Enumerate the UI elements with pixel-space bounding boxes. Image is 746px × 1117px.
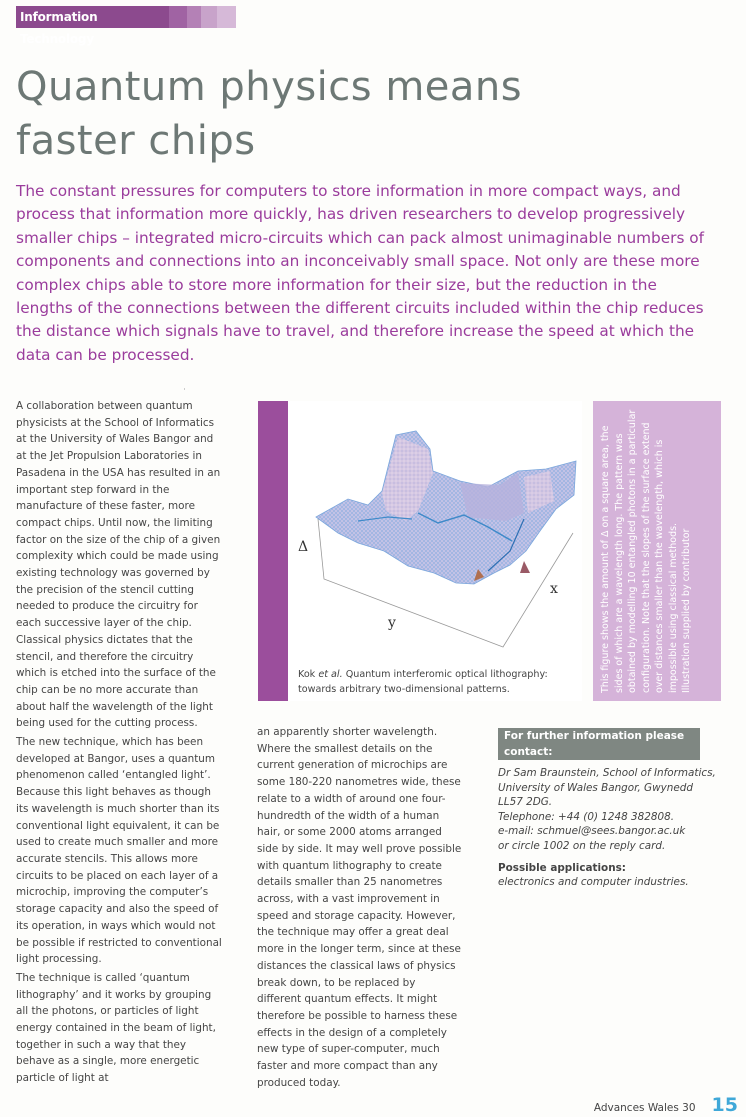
swatch [187,6,201,28]
axis-label-y: y [388,615,396,631]
swatch [201,6,217,28]
figure-sidebar [593,401,721,701]
contact-heading: For further information please contact: [498,728,700,760]
article-title [16,60,522,168]
possible-applications [498,861,738,889]
contact-email[interactable]: e-mail: schmuel@sees.bangor.ac.uk [498,825,686,837]
swatch [217,6,236,28]
section-tag [16,6,236,46]
page-number: 15 [711,1094,738,1116]
body-paragraph: an apparently shorter wavelength. Where the smallest details on the current generation of microchips are some 180-220 nanometres wide, these relate to a width of around one four-hundredth of the width of a human hair, or some 2000 atoms arranged side by side. It may well prove possible with quantum lithography to create details smaller than 25 nanometres across, with a vast improvement in speed and storage capacity. However, the technique may offer a great deal more in the longer term, since at these distances the classical laws of physics break down, to be replaced by different quantum effects. It might therefore be possible to harness these effects in the design of a completely new type of super-computer, much faster and more compact than any produced today. [257,726,462,1089]
surface-plot-illustration [288,401,582,661]
surface-ridge [460,473,524,521]
swatch [169,6,187,28]
peak-marker [520,561,530,573]
caption-author: Kok [298,669,316,680]
applications-value: electronics and computer industries. [498,876,689,888]
contact-line: or circle 1002 on the reply card. [498,839,666,852]
title-line-2: faster chips [16,118,256,164]
page-footer [594,1094,738,1116]
caption-line-2: towards arbitrary two-dimensional patterns. [298,684,510,695]
body-paragraph: The new technique, which has been developed at Bangor, uses a quantum phenomenon called ‘entangled light’. Because this light behaves as though its wavelength is much shorter than its conventional light equivalent, it can be used to create much smaller and more accurate stencils. This allows more circuits to be placed on each layer of a microchip, improving the computer’s storage capacity and also the speed of its operation, in ways which would not be possible if restricted to conventional light processing. [16,736,222,966]
applications-label: Possible applications: [498,862,626,874]
contact-details [498,766,738,853]
contact-line: Dr Sam Braunstein, School of Informatics, [498,767,716,779]
body-column-2 [257,724,462,1093]
body-paragraph: The technique is called ‘quantum lithography’ and it works by grouping all the photons, or particles of light energy contained in the beam of light, together in such a way that they behave as a single, more energetic particle of light at [16,971,216,1085]
contact-box [498,728,738,889]
body-column-1 [16,398,222,1089]
sidebar-description: This figure shows the amount of Δ on a square area, the sides of which are a wavelength long. The pattern was obtained by modelling 10 entangled photons in a particular configuration. Note that the slopes of the surface extend over distances smaller than the wavelength, which is impossible using classical methods. [600,409,679,693]
contact-line: LL57 2DG. [498,796,553,808]
contact-line: University of Wales Bangor, Gwynedd [498,781,693,794]
body-paragraph: A collaboration between quantum physicists at the School of Informatics at the University of Wales Bangor and at the Jet Propulsion Laboratories in Pasadena in the USA has resulted in an important step forward in the manufacture of these faster, more compact chips. Until now, the limiting factor on the size of the chip of a given complexity which could be made using existing technology was governed by the precision of the stencil cutting needed to produce the circuitry for each successive layer of the chip. Classical physics dictates that the stencil, and therefore the circuitry which is etched into the surface of the chip can be no more accurate than about half the wavelength of the light being used for the cutting process. [16,400,221,730]
contact-phone: Telephone: +44 (0) 1248 382808. [498,810,675,823]
axis-label-delta: Δ [298,539,309,555]
title-line-1: Quantum physics means [16,64,523,110]
sidebar-credit: Illustration supplied by contributor [681,528,692,693]
section-label: Information Technology [16,6,169,28]
caption-etal: et al. [318,669,343,680]
figure-caption [298,667,548,697]
figure [258,401,582,701]
publication-name: Advances Wales 30 [593,1102,696,1114]
axis-label-x: x [550,581,558,597]
intro-paragraph: The constant pressures for computers to store information in more compact ways, and process that information more quickly, has driven researchers to develop progressively smaller chips – integrated micro-circuits which can pack almost unimaginable numbers of components and connections into an inconceivably small space. Not only are these more complex chips able to store more information for their size, but the reduction in the lengths of the connections between the different circuits included within the chip reduces the distance which signals have to travel, and therefore increase the speed at which the data can be processed. [16,182,705,364]
sidebar-rotated-text [593,401,721,701]
caption-line-1: Quantum interferomic optical lithography: [345,669,548,680]
decorative-speck [184,388,185,390]
figure-accent-bar [258,401,288,701]
